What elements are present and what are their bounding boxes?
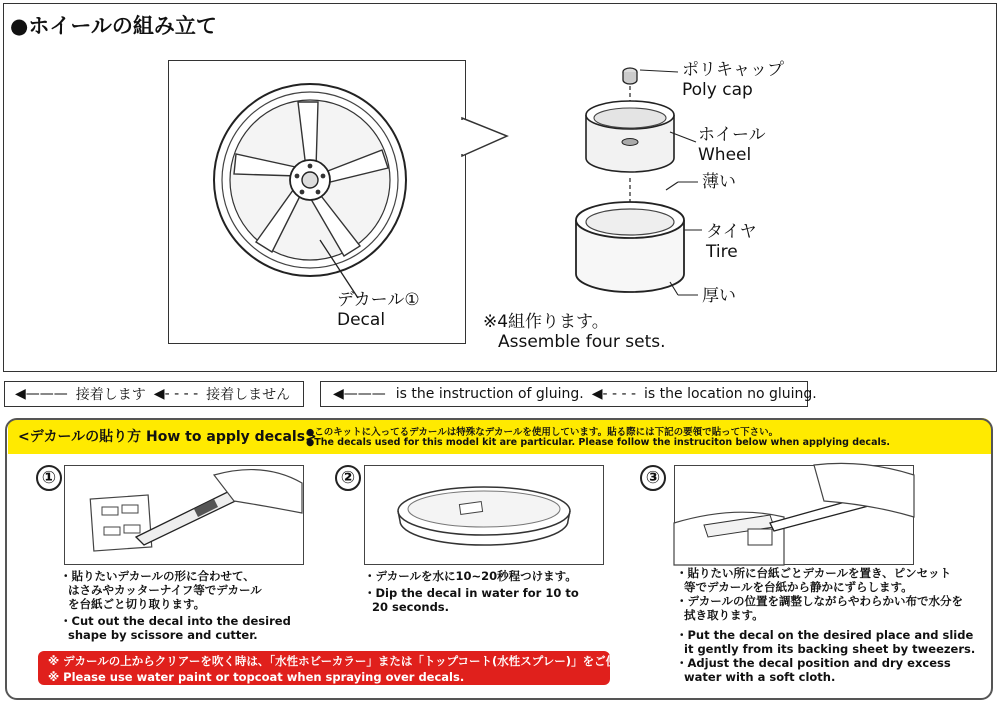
wheel-label-jp: ホイール (698, 125, 766, 145)
polycap-label-en: Poly cap (682, 80, 753, 100)
wheel-face-illustration (210, 80, 410, 280)
polycap-label-jp: ポリキャップ (682, 60, 784, 80)
warning-text-jp: ※ デカールの上からクリアーを吹く時は、「水性ホビーカラー」または「トップコート(水性スプレー)」をご使用下さい。 (48, 654, 675, 668)
glue-text-jp: 接着します (75, 387, 146, 403)
noglue-text-en: is the location no gluing. (644, 386, 817, 402)
thick-label: 厚い (702, 286, 736, 306)
dashed-arrow-icon: ◀ (591, 386, 603, 402)
step-3-text-en: ・Put the decal on the desired place and slide it gently from its backing sheet by tweezers. ・Adjust the decal position and dry excess water with a soft cloth. (676, 628, 976, 684)
dashed-arrow-icon: ◀ (153, 386, 165, 402)
tire-label-jp: タイヤ (706, 222, 757, 242)
dash-en: - - - - (602, 386, 637, 402)
section-title: ●ホイールの組み立て (10, 14, 217, 38)
step-1-number: ① (36, 465, 62, 491)
warning-text-en: ※ Please use water paint or topcoat when spraying over decals. (48, 670, 465, 684)
glue-legend-jp (4, 381, 304, 407)
decal-title: <デカールの貼り方 How to apply decals> (18, 429, 317, 445)
step-1-text-en: ・Cut out the decal into the desired shape by scissore and cutter. (60, 614, 291, 642)
water-dish-illustration (364, 465, 604, 565)
glue-legend-en (320, 381, 817, 407)
decal-label-jp: デカール① (337, 290, 420, 310)
sets-note-jp: ※4組作ります。 (483, 312, 609, 332)
decal-note-en: ●The decals used for this model kit are particular. Please follow the instruciton below when applying decals. (306, 437, 890, 448)
solid-arrow-icon: ◀——— (15, 386, 68, 402)
speech-pointer (462, 118, 542, 178)
clear-coat-warning (38, 651, 675, 685)
step-3-number: ③ (640, 465, 666, 491)
thin-label: 薄い (702, 172, 736, 192)
solid-arrow-icon: ◀——— (333, 386, 386, 402)
step-1-text-jp: ・貼りたいデカールの形に合わせて、 はさみやカッターナイフ等でデカール を台紙ごと切り取ります。 (60, 569, 262, 611)
step-3-text-jp: ・貼りたい所に台紙ごとデカールを置き、ピンセット 等でデカールを台紙から静かにずらします。 ・デカールの位置を調整しながらやわらかい布で水分を 拭き取ります。 (676, 566, 964, 622)
noglue-text-jp: 接着しません (206, 387, 291, 403)
applying-decal-illustration (674, 465, 914, 565)
glue-text-en: is the instruction of gluing. (395, 386, 584, 402)
cutting-decal-illustration (64, 465, 304, 565)
step-2-text-jp: ・デカールを水に10~20秒程つけます。 (364, 569, 577, 583)
wheel-label-en: Wheel (698, 145, 752, 165)
dash-jp: - - - - (164, 386, 199, 402)
decal-label-en: Decal (337, 310, 386, 330)
tire-label-en: Tire (706, 242, 738, 262)
step-2-number: ② (335, 465, 361, 491)
decal-note-jp: ●このキットに入ってるデカールは特殊なデカールを使用しています。貼る際には下記の要領で貼って下さい。 (306, 427, 779, 438)
sets-note-en: Assemble four sets. (498, 332, 666, 352)
step-2-text-en: ・Dip the decal in water for 10 to 20 seconds. (364, 586, 579, 614)
